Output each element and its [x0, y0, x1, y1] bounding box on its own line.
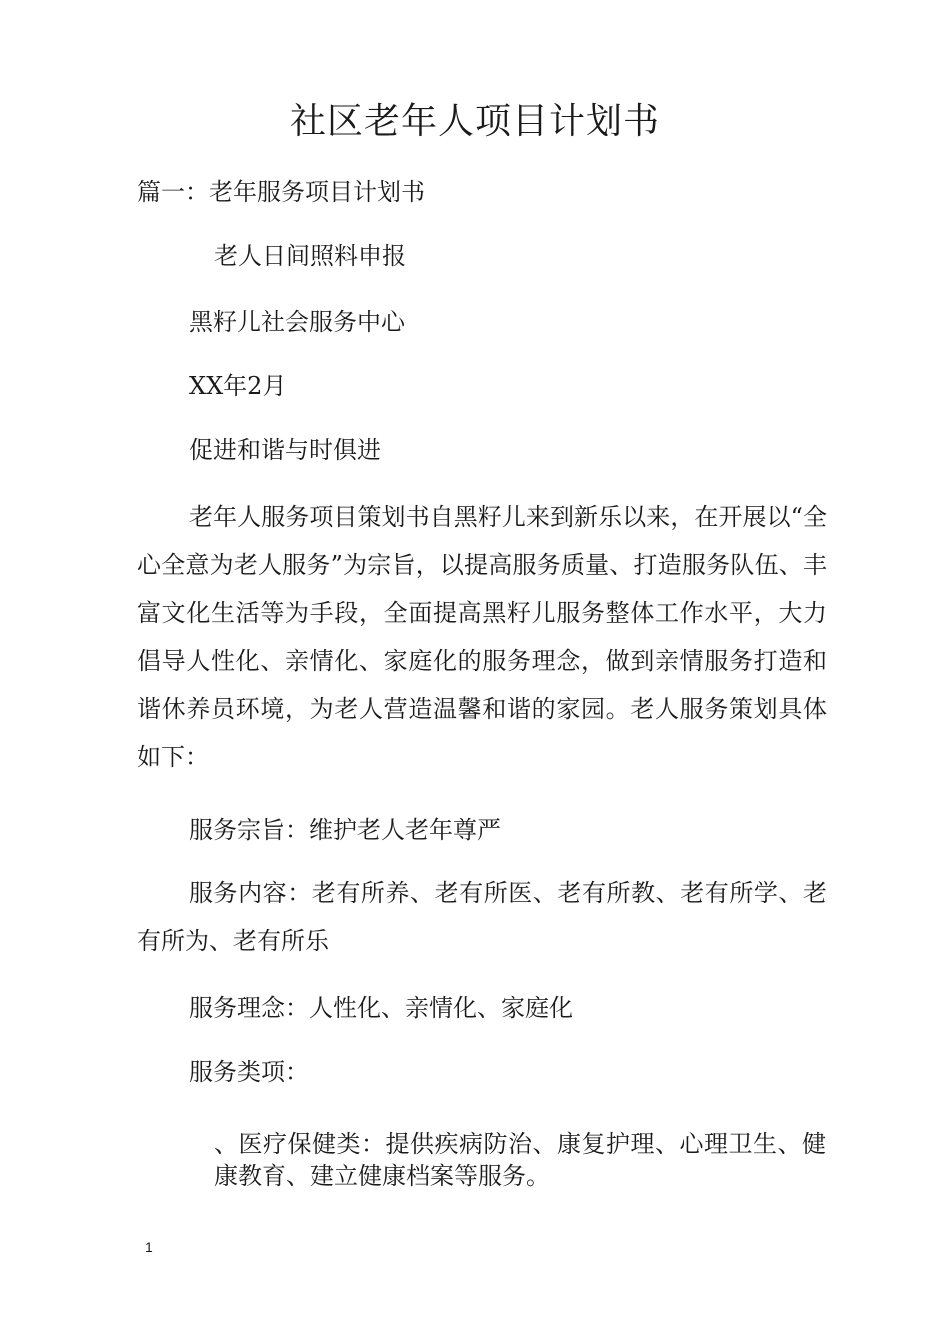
page-number: 1	[145, 1239, 153, 1255]
intro-paragraph: 老年人服务项目策划书自黑籽儿来到新乐以来，在开展以“全心全意为老人服务”为宗旨，以提高服务质量、打造服务队伍、丰富文化生活等为手段，全面提高黑籽儿服务整体工作水平，大力倡导人性化、亲情化、家庭化的服务理念，做到亲情服务打造和谐休养员环境，为老人营造温馨和谐的家园。老人服务策划具体如下：	[137, 503, 827, 771]
organization-name: 黑籽儿社会服务中心	[189, 308, 405, 336]
service-concept: 服务理念：人性化、亲情化、家庭化	[189, 994, 573, 1022]
subtitle: 老人日间照料申报	[214, 242, 406, 270]
document-date: XX年2月	[189, 372, 287, 400]
document-title: 社区老年人项目计划书	[289, 101, 660, 142]
slogan: 促进和谐与时俱进	[189, 436, 381, 464]
medical-care-item: 、医疗保健类：提供疾病防治、康复护理、心理卫生、健康教育、建立健康档案等服务。	[214, 1130, 826, 1190]
service-categories-label: 服务类项：	[189, 1058, 309, 1086]
section-heading: 篇一：老年服务项目计划书	[137, 178, 425, 206]
service-content: 服务内容：老有所养、老有所医、老有所教、老有所学、老有所为、老有所乐	[137, 879, 827, 955]
service-purpose: 服务宗旨：维护老人老年尊严	[189, 816, 501, 844]
